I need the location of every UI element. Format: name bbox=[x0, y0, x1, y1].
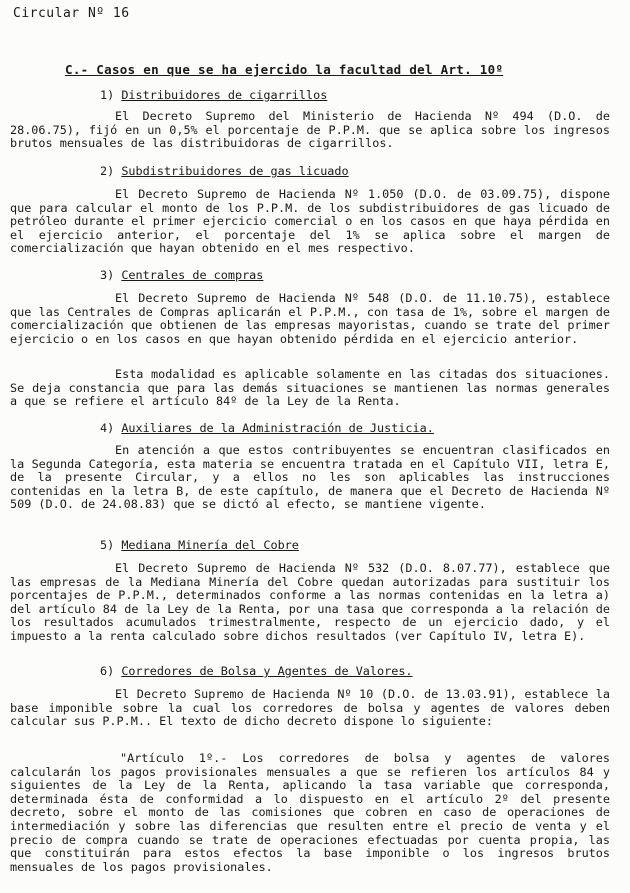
item-label: Distribuidores de cigarrillos bbox=[121, 88, 328, 102]
item-number: 3) bbox=[100, 268, 115, 282]
paragraph-text: Esta modalidad es aplicable solamente en las citadas dos situaciones. Se deja constancia que para las demás situaciones se mantienen las normas generales a que se refiere el artículo 84º de la Ley de la Renta. bbox=[10, 367, 610, 409]
item-label: Centrales de compras bbox=[121, 268, 264, 282]
section-title: C.- Casos en que se ha ejercido la facultad del Art. 10º bbox=[65, 62, 504, 77]
item-1-paragraph-1 bbox=[10, 110, 610, 151]
item-number: 6) bbox=[100, 664, 115, 678]
item-label: Mediana Minería del Cobre bbox=[121, 538, 299, 552]
item-4-paragraph-1 bbox=[10, 444, 610, 512]
item-number: 4) bbox=[100, 421, 115, 435]
item-number: 2) bbox=[100, 164, 115, 178]
paragraph-text: El Decreto Supremo del Ministerio de Hacienda Nº 494 (D.O. de 28.06.75), fijó en un 0,5% el porcentaje de P.P.M. que se aplica sobre los ingresos brutos mensuales de las distribuidoras de cigarrillos. bbox=[10, 109, 610, 151]
paragraph-text: "Artículo 1º.- Los corredores de bolsa y agentes de valores calcularán los pagos provisionales mensuales a que se refieren los artículos 84 y siguientes de la Ley de la Renta, aplicando la tasa variable que corresponda, determinada ésta de conformidad a lo dispuesto en el artículo 2º del presente decreto, sobre el monto de las comisiones que cobren en caso de operaciones de intermediación y sobre las diferencias que resulten entre el precio de venta y el precio de compra cuando se trate de operaciones efectuadas por cuenta propia, las que constituirán para estos efectos la base imponible o los ingresos brutos mensuales de los pagos provisionales. bbox=[10, 751, 610, 874]
paragraph-text: El Decreto Supremo de Hacienda Nº 532 (D.O. 8.07.77), establece que las empresas de la Mediana Minería del Cobre quedan autorizadas para sustituir los porcentajes de P.P.M., determinados conforme a las normas contenidas en la letra a) del artículo 84 de la Ley de la Renta, por una tasa que corresponda a la relación de los resultados acumulados trimestralmente, respecto de un ejercicio dado, y el impuesto a la renta calculado sobre dichos resultados (ver Capítulo IV, letra E). bbox=[10, 561, 610, 643]
item-label: Subdistribuidores de gas licuado bbox=[121, 164, 349, 178]
item-2-heading bbox=[100, 164, 349, 178]
paragraph-text: El Decreto Supremo de Hacienda Nº 10 (D.O. de 13.03.91), establece la base imponible sobre la cual los corredores de bolsa y agentes de valores deben calcular sus P.P.M.. El texto de dicho decreto dispone lo siguiente: bbox=[10, 687, 610, 729]
paragraph-text: El Decreto Supremo de Hacienda Nº 1.050 (D.O. de 03.09.75), dispone que para calcular el monto de los P.P.M. de los subdistribuidores de gas licuado de petróleo durante el primer ejercicio comercial o en los casos en que haya pérdida en el ejercicio anterior, el porcentaje del 1% se aplica sobre el margen de comercialización que hayan obtenido en el mes respectivo. bbox=[10, 187, 610, 256]
item-3-heading bbox=[100, 268, 263, 282]
item-2-paragraph-1 bbox=[10, 188, 610, 256]
paragraph-text: El Decreto Supremo de Hacienda Nº 548 (D.O. de 11.10.75), establece que las Centrales de Compras aplicarán el P.P.M., con tasa de 1%, sobre el margen de comercialización que obtienen de las empresas mayoristas, cuando se trate del primer ejercicio o en los casos en que hayan obtenido pérdida en el ejercicio anterior. bbox=[10, 291, 610, 346]
item-4-heading bbox=[100, 421, 434, 435]
item-6-quoted-article bbox=[10, 752, 610, 874]
item-3-paragraph-1 bbox=[10, 292, 610, 346]
item-5-paragraph-1 bbox=[10, 562, 610, 644]
circular-header: Circular Nº 16 bbox=[13, 6, 130, 21]
item-number: 5) bbox=[100, 538, 115, 552]
paragraph-text: En atención a que estos contribuyentes se encuentran clasificados en la Segunda Categoría, esta materia se encuentra tratada en el Capítulo VII, letra E, de la presente Circular, y a ellos no les son aplicables las instrucciones contenidas en la letra B, de este capítulo, de manera que el Decreto de Hacienda Nº 509 (D.O. de 24.08.83) que se dictó al efecto, se mantiene vigente. bbox=[10, 443, 610, 512]
item-6-paragraph-1 bbox=[10, 688, 610, 729]
item-label: Corredores de Bolsa y Agentes de Valores. bbox=[121, 664, 413, 678]
item-5-heading bbox=[100, 538, 299, 552]
item-label: Auxiliares de la Administración de Justicia. bbox=[121, 421, 434, 435]
item-number: 1) bbox=[100, 88, 115, 102]
item-6-heading bbox=[100, 664, 413, 678]
item-1-heading bbox=[100, 88, 327, 102]
item-3-paragraph-2 bbox=[10, 368, 610, 409]
